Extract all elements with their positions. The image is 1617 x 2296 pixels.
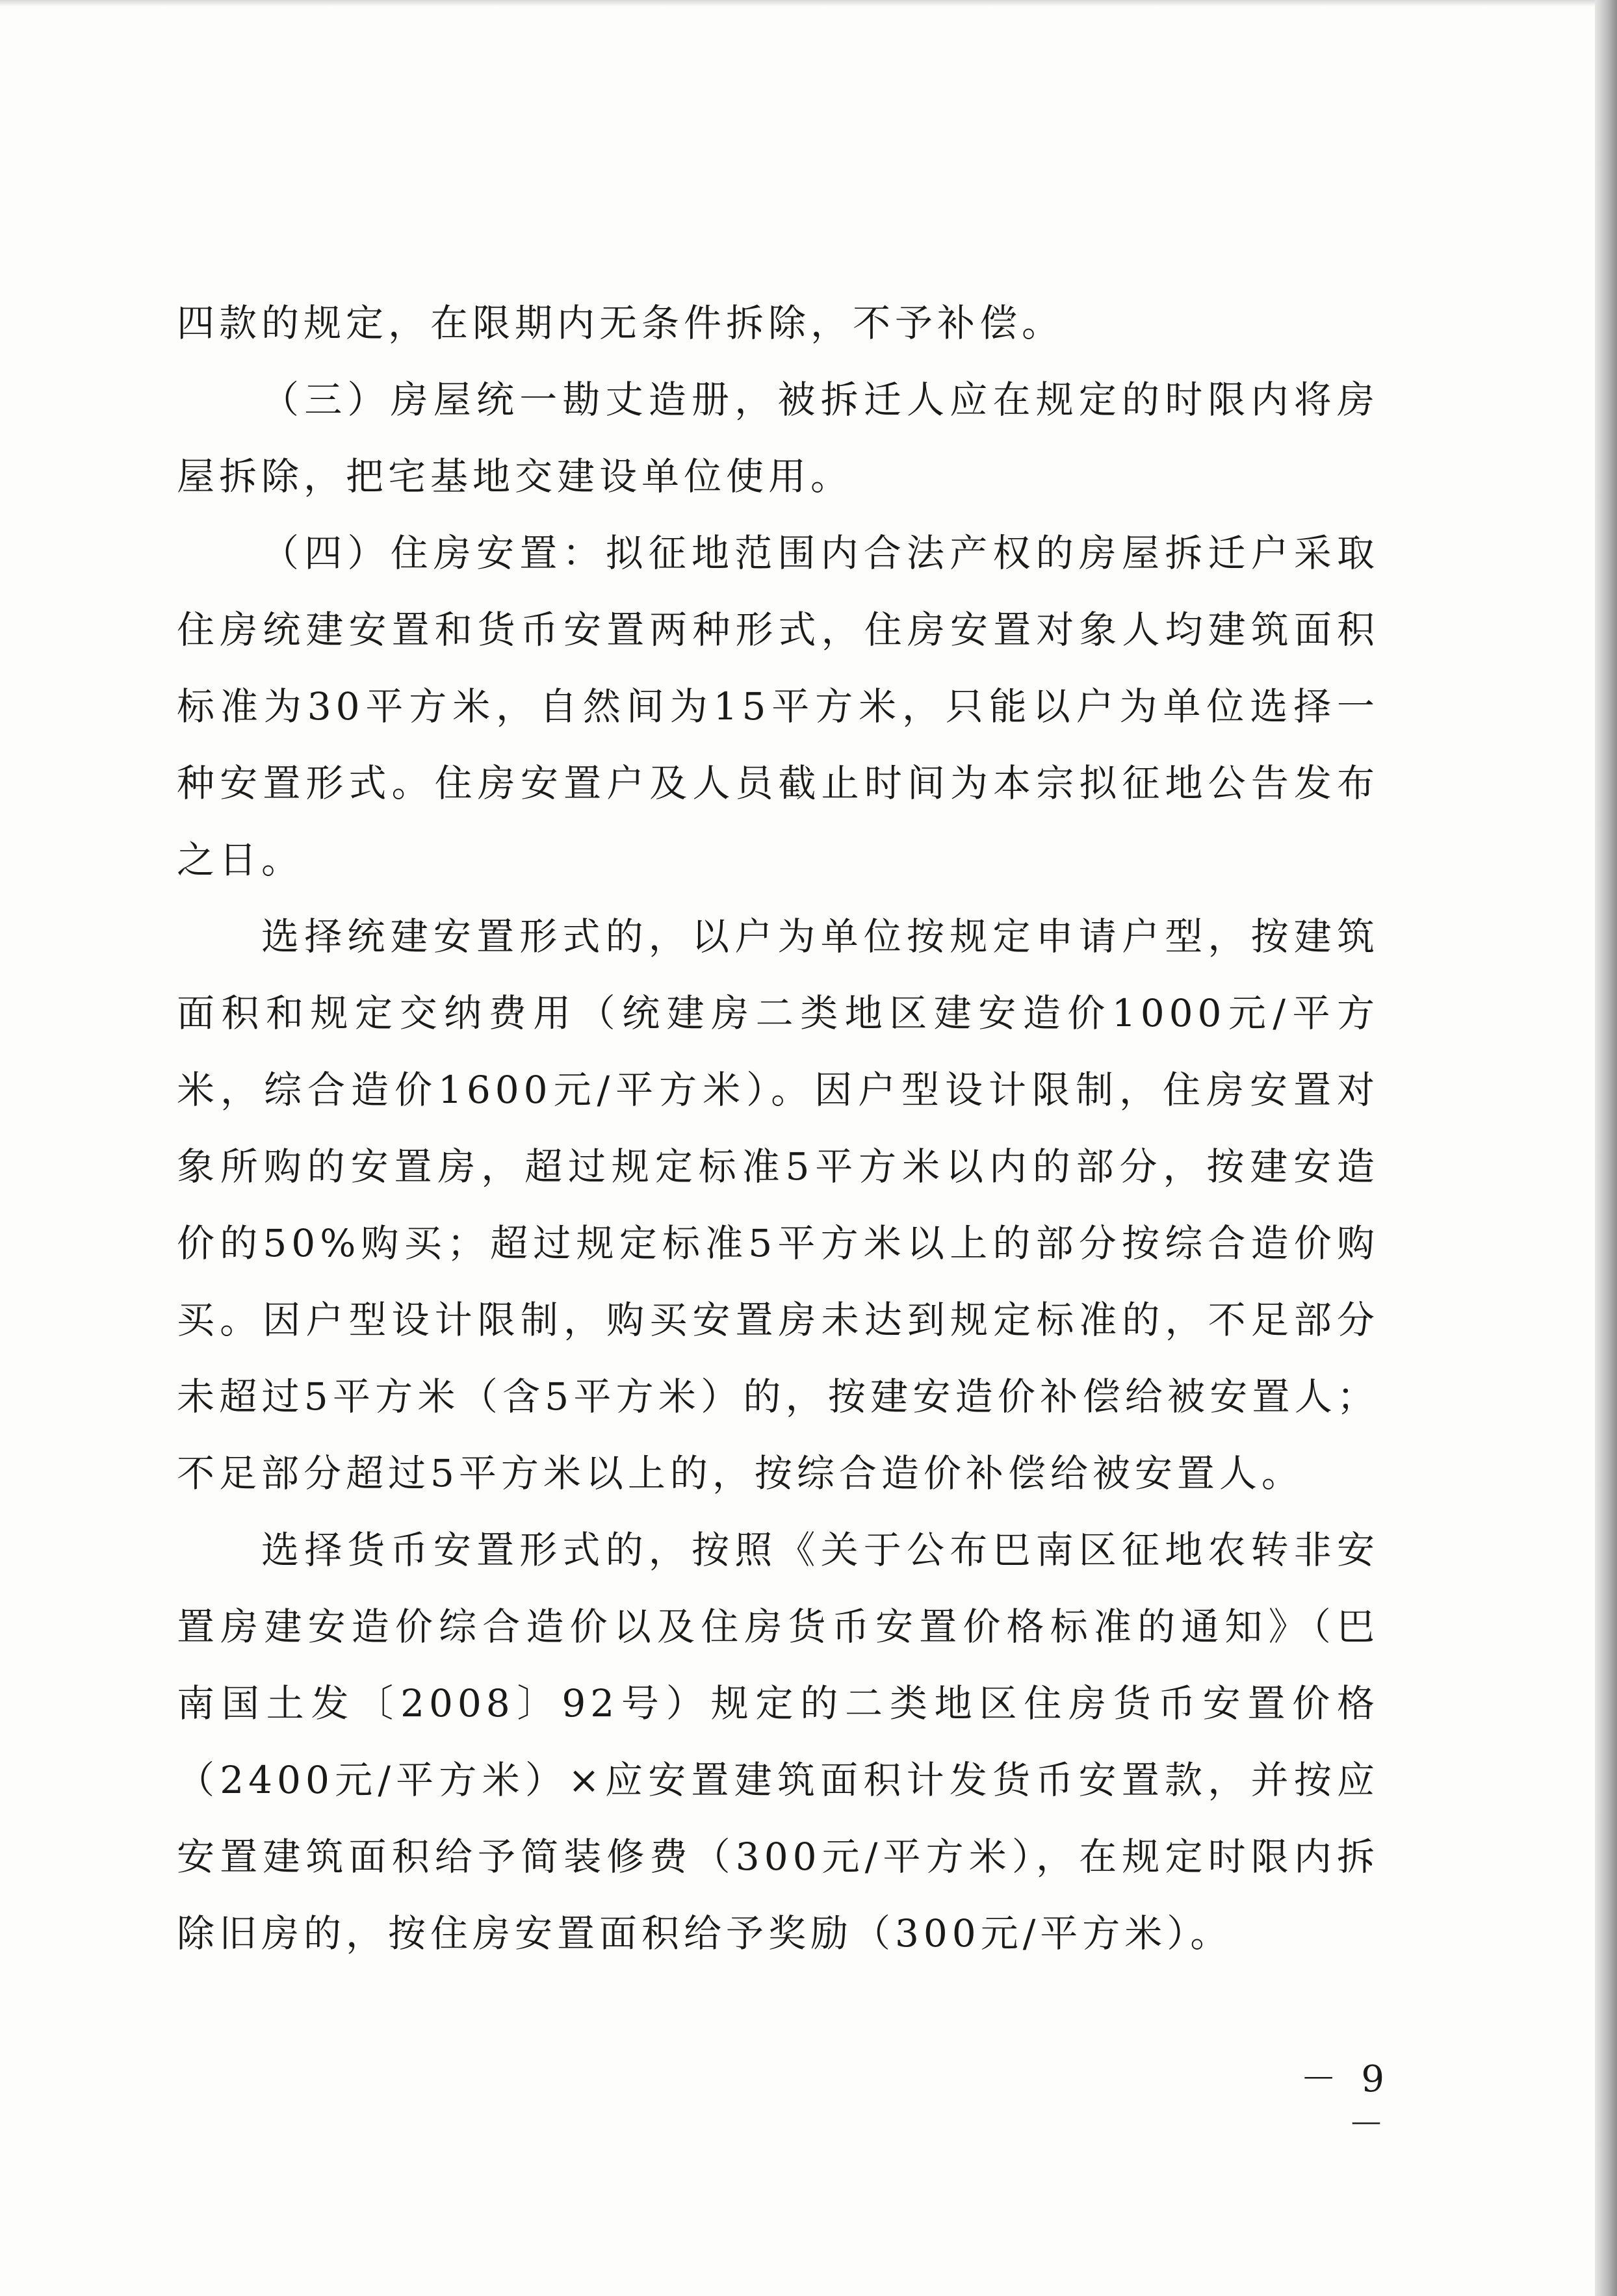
paragraph-monetary-resettlement: 选择货币安置形式的，按照《关于公布巴南区征地农转非安置房建安造价综合造价以及住房货币安置价格标准的通知》（巴南国土发〔2008〕92号）规定的二类地区住房货币安置价格（2400元/平方米）×应安置建筑面积计发货币安置款，并按应安置建筑面积给予简装修费（300元/平方米），在规定时限内拆除旧房的，按住房安置面积给予奖励（300元/平方米）。 <box>177 1528 1379 1955</box>
scan-right-edge <box>1595 0 1617 2296</box>
paragraph-unified-resettlement: 选择统建安置形式的，以户为单位按规定申请户型，按建筑面积和规定交纳费用（统建房二类地区建安造价1000元/平方米，综合造价1600元/平方米）。因户型设计限制，住房安置对象所购的安置房，超过规定标准5平方米以内的部分，按建安造价的50%购买；超过规定标准5平方米以上的部分按综合造价购买。因户型设计限制，购买安置房未达到规定标准的，不足部分未超过5平方米（含5平方米）的，按建安造价补偿给被安置人；不足部分超过5平方米以上的，按综合造价补偿给被安置人。 <box>177 914 1379 1495</box>
body-text <box>177 285 1379 1972</box>
paragraph-continuation: 四款的规定，在限期内无条件拆除，不予补偿。 <box>177 301 1065 345</box>
paragraph-item-3: （三）房屋统一勘丈造册，被拆迁人应在规定的时限内将房屋拆除，把宅基地交建设单位使用。 <box>177 378 1379 498</box>
paragraph-item-4: （四）住房安置：拟征地范围内合法产权的房屋拆迁户采取住房统建安置和货币安置两种形式，住房安置对象人均建筑面积标准为30平方米，自然间为15平方米，只能以户为单位选择一种安置形式。住房安置户及人员截止时间为本宗拟征地公告发布之日。 <box>177 531 1379 882</box>
page-number: － 9 － <box>1300 2058 1391 2146</box>
scan-top-edge <box>0 0 1617 6</box>
